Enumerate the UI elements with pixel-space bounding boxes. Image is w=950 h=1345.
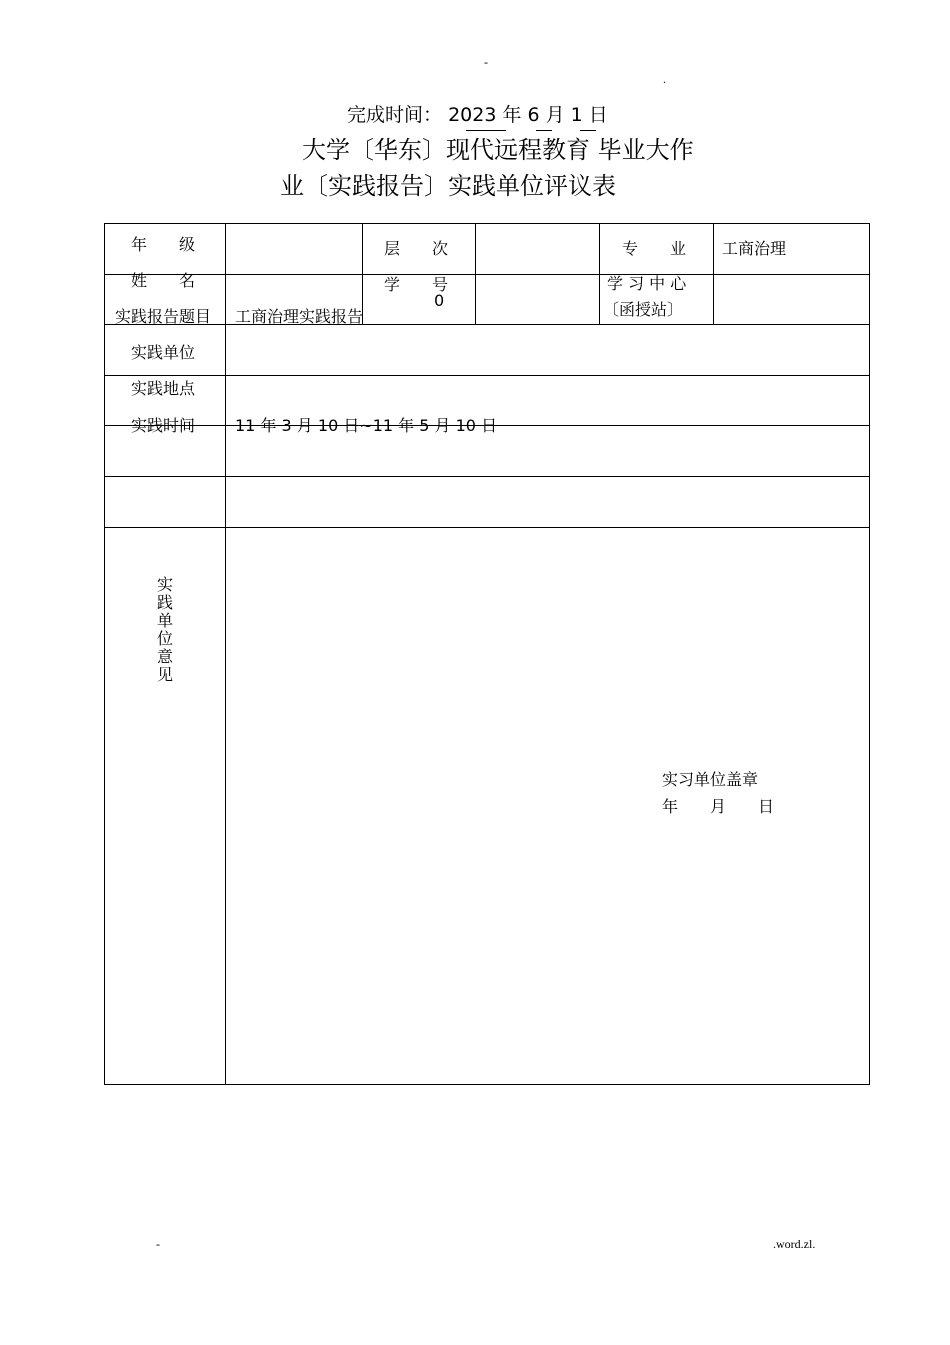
opinion-label-char: 单: [156, 611, 173, 630]
opinion-label-char: 位: [156, 629, 173, 648]
place-label: 实践地点: [131, 379, 196, 398]
time-label: 实践时间: [131, 416, 196, 435]
opinion-label-char: 践: [156, 593, 173, 612]
report-title-field[interactable]: 工商治理实践报告: [235, 307, 364, 326]
footer-right-mark: .word.zl.: [773, 1237, 816, 1251]
opinion-label: [155, 576, 175, 684]
stamp-date: 年 月 日: [662, 797, 775, 816]
title-overline: [466, 130, 506, 131]
footer-left-mark: -: [156, 1237, 160, 1251]
name-label: 姓 名: [131, 271, 196, 290]
title-overline: [536, 130, 552, 131]
level-label: 层 次: [384, 239, 449, 258]
time-field[interactable]: 11 年 3 月 10 日~11 年 5 月 10 日: [235, 416, 498, 435]
opinion-label-char: 见: [156, 665, 173, 684]
unit-label: 实践单位: [131, 343, 196, 362]
completion-time-value: 2023 年 6 月 1 日: [448, 104, 608, 126]
header-right-mark: .: [663, 72, 666, 86]
grade-label: 年 级: [131, 235, 196, 254]
title-overline: [580, 130, 596, 131]
header-left-mark: -: [484, 55, 488, 69]
major-label: 专 业: [622, 239, 687, 258]
center-label-line-2: 〔函授站〕: [603, 300, 684, 319]
completion-time-label: 完成时间：: [347, 104, 443, 126]
opinion-label-char: 意: [156, 647, 173, 666]
completion-time: [347, 100, 608, 127]
report-title-label: 实践报告题目: [115, 307, 212, 326]
student-no-field[interactable]: 0: [434, 291, 445, 310]
opinion-label-char: 实: [156, 575, 173, 594]
major-field[interactable]: 工商治理: [722, 239, 787, 258]
title-line-2: 业〔实践报告〕实践单位评议表: [280, 172, 616, 200]
title-line-1: 大学〔华东〕现代远程教育 毕业大作: [302, 136, 694, 164]
stamp-label: 实习单位盖章: [662, 770, 759, 789]
center-label-line-1: 学 习 中 心: [607, 274, 687, 293]
student-no-label: 学 号: [384, 275, 449, 294]
